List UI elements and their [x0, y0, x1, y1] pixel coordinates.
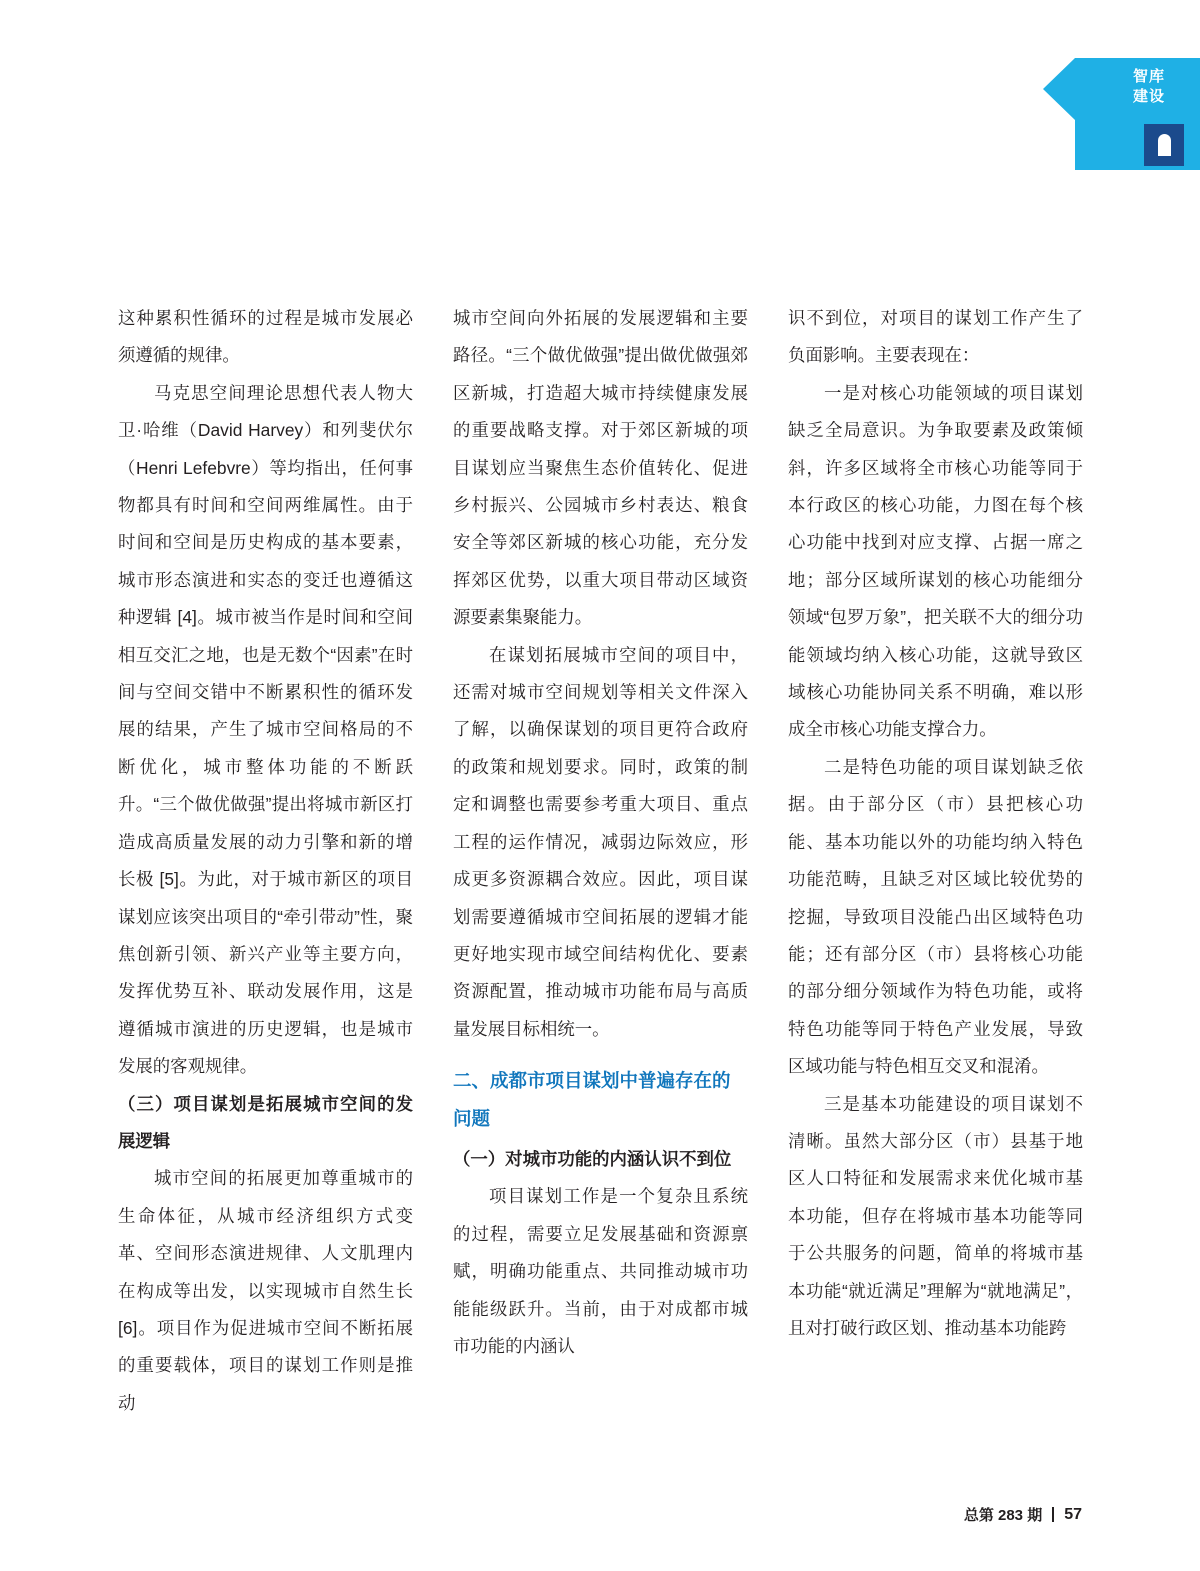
paragraph: 二是特色功能的项目谋划缺乏依据。由于部分区（市）县把核心功能、基本功能以外的功能均纳入特色功能范畴，且缺乏对区域比较优势的挖掘，导致项目没能凸出区域特色功能；还有部分区（市）县将核心功能的部分细分领域作为特色功能，或将特色功能等同于特色产业发展，导致区域功能与特色相互交叉和混淆。: [788, 756, 1083, 1077]
page-number: 57: [1064, 1505, 1082, 1523]
paragraph: 一是对核心功能领域的项目谋划缺乏全局意识。为争取要素及政策倾斜，许多区域将全市核心功能等同于本行政区的核心功能，力图在每个核心功能中找到对应支撑、占据一席之地；部分区域所谋划的核心功能细分领域“包罗万象”，把关联不大的细分功能领域均纳入核心功能，这就导致区域核心功能协同关系不明确，难以形成全市核心功能支撑合力。: [788, 382, 1083, 740]
footer-divider: [1052, 1507, 1054, 1522]
paragraph: 城市空间向外拓展的发展逻辑和主要路径。“三个做优做强”提出做优做强郊区新城，打造超大城市持续健康发展的重要战略支撑。对于郊区新城的项目谋划应当聚焦生态价值转化、促进乡村振兴、公园城市乡村表达、粮食安全等郊区新城的核心功能，充分发挥郊区优势，以重大项目带动区域资源要素集聚能力。: [453, 308, 748, 628]
book-badge-icon: [1144, 124, 1184, 166]
paragraph: 三是基本功能建设的项目谋划不清晰。虽然大部分区（市）县基于地区人口特征和发展需求来优化城市基本功能，但存在将城市基本功能等同于公共服务的问题，简单的将城市基本功能“就近满足”理解为“就地满足”，且对打破行政区划、推动基本功能跨: [788, 1093, 1083, 1338]
paragraph: 项目谋划工作是一个复杂且系统的过程，需要立足发展基础和资源禀赋，明确功能重点、共同推动城市功能能级跃升。当前，由于对成都市城市功能的内涵认: [453, 1186, 748, 1356]
text-column-1: [118, 300, 413, 1422]
subsection-heading: （三）项目谋划是拓展城市空间的发展逻辑: [118, 1093, 413, 1151]
subsection-heading: （一）对城市功能的内涵认识不到位: [453, 1148, 732, 1169]
tab-arrow-icon: [1043, 58, 1075, 120]
text-column-3: [788, 300, 1083, 1422]
page-footer: [964, 1504, 1082, 1525]
paragraph: 识不到位，对项目的谋划工作产生了负面影响。主要表现在：: [788, 308, 1083, 366]
section-tab-line1: 智库: [1133, 68, 1166, 85]
text-column-2: [453, 300, 748, 1422]
section-tab-line2: 建设: [1133, 88, 1166, 105]
paragraph: 马克思空间理论思想代表人物大卫·哈维（David Harvey）和列斐伏尔（Henri Lefebvre）等均指出，任何事物都具有时间和空间两维属性。由于时间和空间是历史构成的基本要素，城市形态演进和实态的变迁也遵循这种逻辑 [4]。城市被当作是时间和空间相互交汇之地，也是无数个“因素”在时间与空间交错中不断累积性的循环发展的结果，产生了城市空间格局的不断优化，城市整体功能的不断跃升。“三个做优做强”提出将城市新区打造成高质量发展的动力引擎和新的增长极 [5]。为此，对于城市新区的项目谋划应该突出项目的“牵引带动”性，聚焦创新引领、新兴产业等主要方向，发挥优势互补、联动发展作用，这是遵循城市演进的历史逻辑，也是城市发展的客观规律。: [118, 382, 413, 1077]
badge-glyph: [1158, 134, 1171, 156]
issue-label: 总第 283 期: [963, 1507, 1043, 1524]
article-columns: [118, 300, 1083, 1422]
section-heading: 二、成都市项目谋划中普遍存在的问题: [453, 1070, 731, 1129]
paragraph: 城市空间的拓展更加尊重城市的生命体征，从城市经济组织方式变革、空间形态演进规律、人文肌理内在构成等出发，以实现城市自然生长 [6]。项目作为促进城市空间不断拓展的重要载体，项目的谋划工作则是推动: [118, 1168, 413, 1413]
section-tab-header: [1075, 58, 1200, 120]
paragraph: 这种累积性循环的过程是城市发展必须遵循的规律。: [118, 308, 413, 366]
paragraph: 在谋划拓展城市空间的项目中，还需对城市空间规划等相关文件深入了解，以确保谋划的项目更符合政府的政策和规划要求。同时，政策的制定和调整也需要参考重大项目、重点工程的运作情况，减弱边际效应，形成更多资源耦合效应。因此，项目谋划需要遵循城市空间拓展的逻辑才能更好地实现市域空间结构优化、要素资源配置，推动城市功能布局与高质量发展目标相统一。: [453, 644, 748, 1039]
